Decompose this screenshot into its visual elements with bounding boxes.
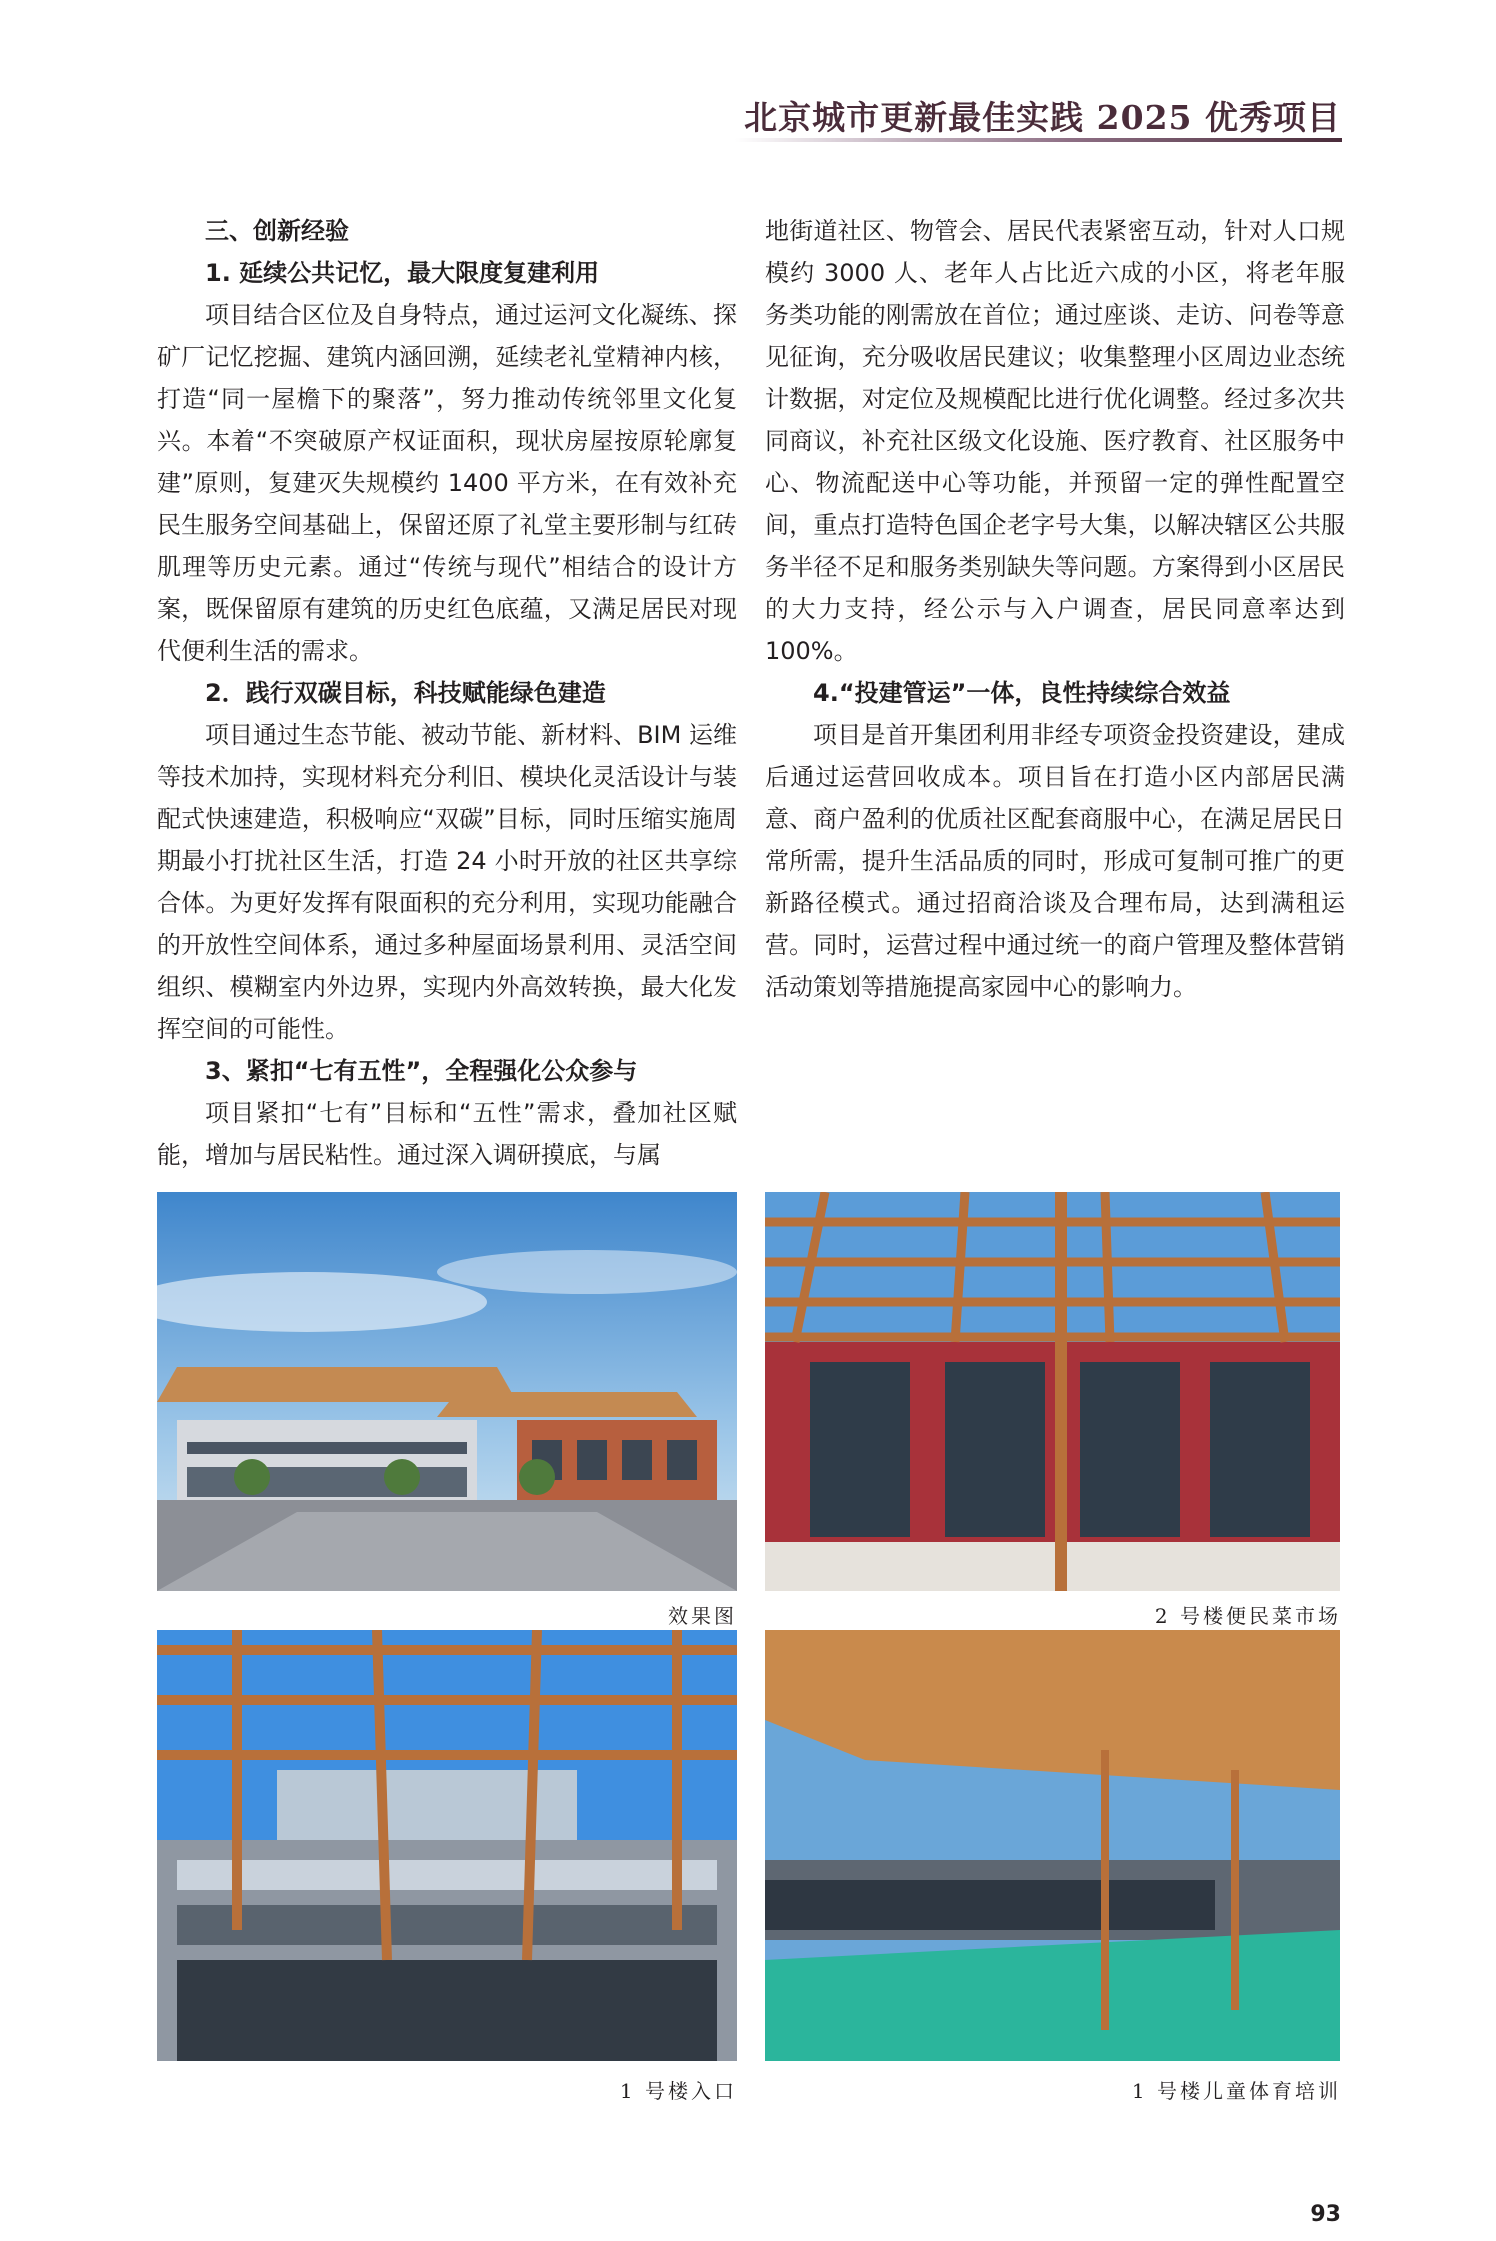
caption-entrance: 1 号楼入口: [619, 2079, 737, 2103]
subheading-4: 4.“投建管运”一体，良性持续综合效益: [813, 679, 1231, 707]
children-sports-photo: [765, 1630, 1340, 2061]
subheading-2: 2．践行双碳目标，科技赋能绿色建造: [205, 679, 606, 707]
page-number: 93: [1310, 2202, 1341, 2227]
paragraph-4: 项目是首开集团利用非经专项资金投资建设，建成后通过运营回收成本。项目旨在打造小区内部居民满意、商户盈利的优质社区配套商服中心，在满足居民日常所需，提升生活品质的同时，形成可复制可推广的更新路径模式。通过招商洽谈及合理布局，达到满租运营。同时，运营过程中通过统一的商户管理及整体营销活动策划等措施提高家园中心的影响力。: [765, 721, 1345, 1001]
paragraph-2: 项目通过生态节能、被动节能、新材料、BIM 运维等技术加持，实现材料充分利旧、模块化灵活设计与装配式快速建造，积极响应“双碳”目标，同时压缩实施周期最小打扰社区生活，打造 24 小时开放的社区共享综合体。为更好发挥有限面积的充分利用，实现功能融合的开放性空间体系，通过多种屋面场景利用、灵活空间组织、模糊室内外边界，实现内外高效转换，最大化发挥空间的可能性。: [157, 721, 737, 1043]
caption-vegetable-market: 2 号楼便民菜市场: [1154, 1604, 1341, 1628]
rendering-photo: [157, 1192, 737, 1591]
left-text-column: [157, 210, 737, 1176]
paragraph-1: 项目结合区位及自身特点，通过运河文化凝练、探矿厂记忆挖掘、建筑内涵回溯，延续老礼堂精神内核，打造“同一屋檐下的聚落”，努力推动传统邻里文化复兴。本着“不突破原产权证面积，现状房屋按原轮廓复建”原则，复建灭失规模约 1400 平方米，在有效补充民生服务空间基础上，保留还原了礼堂主要形制与红砖肌理等历史元素。通过“传统与现代”相结合的设计方案，既保留原有建筑的历史红色底蕴，又满足居民对现代便利生活的需求。: [157, 301, 737, 665]
paragraph-3: 项目紧扣“七有”目标和“五性”需求，叠加社区赋能，增加与居民粘性。通过深入调研摸底，与属: [157, 1099, 737, 1169]
subheading-1: 1. 延续公共记忆，最大限度复建利用: [205, 259, 600, 287]
running-header-title: 北京城市更新最佳实践 2025 优秀项目: [744, 98, 1341, 137]
subheading-3: 3、紧扣“七有五性”，全程强化公众参与: [205, 1057, 638, 1085]
vegetable-market-photo: [765, 1192, 1340, 1591]
caption-rendering: 效果图: [668, 1604, 737, 1628]
right-text-column: [765, 210, 1345, 1008]
paragraph-3-continued: 地街道社区、物管会、居民代表紧密互动，针对人口规模约 3000 人、老年人占比近六成的小区，将老年服务类功能的刚需放在首位；通过座谈、走访、问卷等意见征询，充分吸收居民建议；收集整理小区周边业态统计数据，对定位及规模配比进行优化调整。经过多次共同商议，补充社区级文化设施、医疗教育、社区服务中心、物流配送中心等功能，并预留一定的弹性配置空间，重点打造特色国企老字号大集，以解决辖区公共服务半径不足和服务类别缺失等问题。方案得到小区居民的大力支持，经公示与入户调查，居民同意率达到 100%。: [765, 217, 1345, 665]
section-heading: 三、创新经验: [205, 217, 349, 245]
header-rule: [735, 138, 1342, 142]
caption-children-sports: 1 号楼儿童体育培训: [1131, 2079, 1341, 2103]
entrance-photo: [157, 1630, 737, 2061]
